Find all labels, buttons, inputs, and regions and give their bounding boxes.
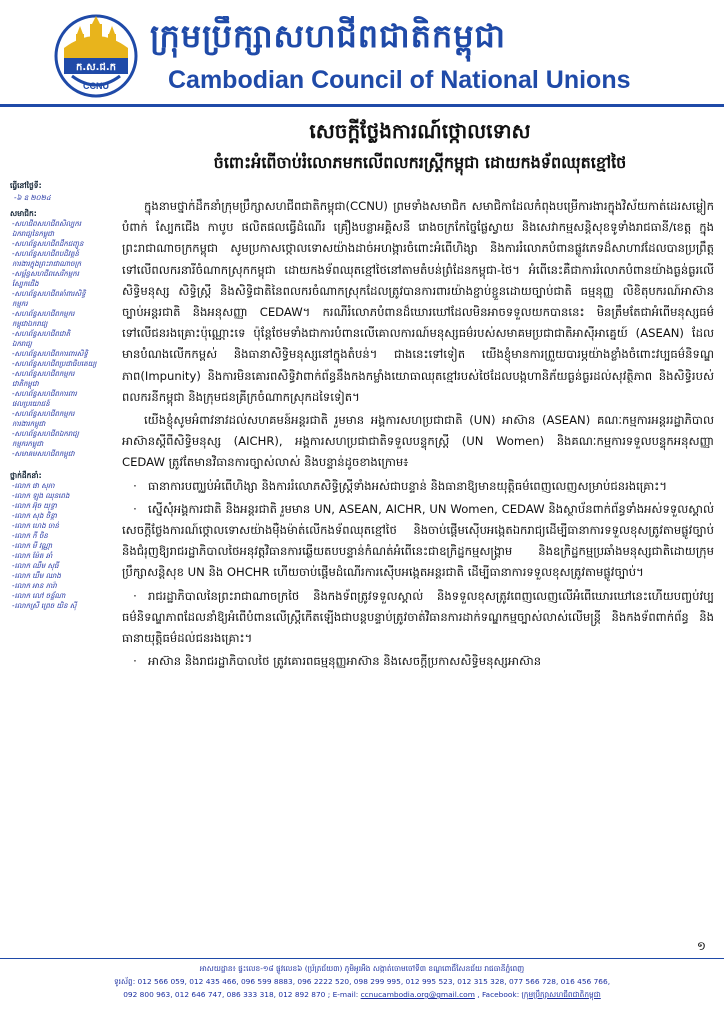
member-item: -សហព័ន្ធសហជីពជាតិ — [12, 330, 71, 338]
sidebar — [10, 175, 114, 735]
member-item: -សហព័ន្ធសហជីពការពារសិទ្ធិ — [12, 350, 88, 358]
demand-item — [122, 476, 714, 497]
member-item: កម្មករ — [12, 300, 28, 308]
bullet-icon: · — [133, 588, 137, 603]
leader-item: -លោកស្រី ព្រេច យិន ស៊ី — [12, 602, 77, 610]
demand-item — [122, 651, 714, 672]
member-item: -សម្ព័ន្ធសហជីពសេរីកម្មករ — [12, 270, 79, 278]
leader-item: -លោក លៅ ចន្ទ័ណា — [12, 592, 66, 600]
member-item: កម្មករកម្ពុជា — [12, 440, 44, 448]
leader-item: -លោក សុង ចិន្តា — [12, 512, 57, 520]
header-divider — [0, 104, 724, 107]
letterhead — [0, 0, 724, 108]
member-item: -សហជីពសហជីពសិល្បករ — [12, 220, 82, 228]
email-link[interactable]: ccnucambodia.org@gmail.com — [360, 990, 475, 999]
member-item: ឯករាជ្យ — [12, 340, 32, 348]
leaders-heading: ថ្នាក់ដឹកនាំ: — [10, 471, 42, 480]
leaders-list — [10, 481, 114, 611]
member-item: ការងារកម្ពុជា — [12, 420, 46, 428]
bullet-icon: · — [133, 501, 137, 516]
bullet-icon: · — [133, 478, 137, 493]
body-paragraph: ក្នុងនាមថ្នាក់ដឹកនាំក្រុមប្រឹក្សាសហជីពជាតិកម្ពុជា(CCNU) ព្រមទាំងសមាជិក សមាជិកាដែលកំពុងបម្រើការងារក្នុងវិស័យកាត់ដេរសម្លៀកបំពាក់ ស្បែកជើង កាបូប ផលិតផលធ្វើដំណើរ គ្រឿងបន្លាអគ្គិសនី រោងចក្រកែច្នៃផ្លែស្វាយ និងសេវាកម្មសន្តិសុខទូទាំងរាជធានី/ខេត្ត ក្នុងព្រះរាជាណាចក្រកម្ពុជា សូមប្រកាសថ្កោលទោសយ៉ាងដាច់អហង្ការចំពោះអំពើហិង្សា និងការរំលោភបំពានផ្លូវភេទដ៏សាហាវដែលបានប្រព្រឹត្តទៅលើពលករនារីចំណាកស្រុកកម្ពុជា ដោយកងទ័ពឈុតខ្មៅថៃនៅតាមតំបន់ព្រំដែនកម្ពុជា-ថៃ។ អំពើនេះគឺជាការរំលោភបំពានយ៉ាងធ្ងន់ធ្ងរលើសិទ្ធិមនុស្ស សិទ្ធិស្ត្រី និងសិទ្ធិជាតិនៃពលករចំណាកស្រុកដែលត្រូវបានការពារយ៉ាងខ្ជាប់ខ្ជួនដោយច្បាប់ជាតិ ធម្មនុញ្ញ លិខិតុបករណ៍អាស៊ាន ច្បាប់អន្តរជាតិ និងអនុសញ្ញា CEDAW។ ករណីរំលោភបំពានដ៏ឃោរឃៅដែលមិនអាចទទួលយកបាននេះ មិនត្រឹមតែជាអំពើមនុស្សធម៌ទៅលើជនរងគ្រោះប៉ុណ្ណោះទេ ប៉ុន្តែថែមទាំងជាការបំពានលើគោលការណ៍មនុស្សធម៌របស់សមាគមប្រជាជាតិអាស៊ីអាគ្នេយ៍ (ASEAN) ដែលមានបំណងលើកកម្ពស់ និងធានាសិទ្ធិមនុស្សនៅក្នុងតំបន់។ ជាងនេះទៅទៀត យើងខ្ញុំមានការព្រួយបារម្ភយ៉ាងខ្លាំងចំពោះវប្បធម៌និទណ្ឌភាព(Impunity) និងការមិនគោរពសិទ្ធិវាពាក់ព័ន្ធនឹងកងកម្លាំងយោធាឈុតខ្មៅរបស់ថៃដែលបង្កហានិភ័យធ្ងន់ធ្ងរដល់សុវត្ថិភាព និងសិទ្ធិរបស់ពលករនីកម្ពុជា និងក្រុមជនគ្រីក្រចំណាកស្រុកដទៃទៀត។ — [122, 199, 714, 404]
logo-text-kh: ក.ស.ជ.ក — [76, 62, 116, 73]
leader-item: -លោក អ៊ុច យុទ្ធា — [12, 502, 57, 510]
member-item: ផលប្រយោជន៍ — [12, 400, 50, 408]
ccnu-logo — [54, 14, 138, 98]
member-item: -សហព័ន្ធសហជីពដឹកជញ្ជូន — [12, 240, 84, 248]
leader-item: -លោក ឈឹម សុធី — [12, 562, 59, 570]
member-item: -សហព័ន្ធសហជីពការពារ — [12, 390, 77, 398]
leader-item: -លោក ឡុង ឈុនពេង — [12, 492, 70, 500]
date-heading: ធ្វើនៅថ្ងៃទី: — [10, 181, 42, 190]
org-name-english: Cambodian Council of National Unions — [168, 66, 631, 94]
logo-text-en: CCNU — [83, 81, 109, 91]
demand-item — [122, 586, 714, 650]
member-item: -សហព័ន្ធសហជីពកម្មករ — [12, 370, 75, 378]
member-item: -សហព័ន្ធសហជីពប្រជាធិបតេយ្យ — [12, 360, 97, 368]
demand-item — [122, 499, 714, 584]
demand-text: រាជរដ្ឋាភិបាលនៃព្រះរាជាណាចក្រថៃ និងកងទ័ពត្រូវទទួលស្គាល់ និងទទួលខុសត្រូវពេញលេញលើអំពើឃោរឃៅនេះហើយបញ្ចប់វប្បធម៌និទណ្ឌភាពដែលនាំឱ្យអំពើបំពានលើស្ត្រីកើតឡើងជាបន្តបន្ទាប់ត្រូវចាត់វិធានការដាក់ទណ្ឌកម្មច្បាស់លាស់លើមន្ត្រី និងកងទ័ពពាក់ព័ន្ធ និងធានាយុត្តិធម៌ដល់ជនរងគ្រោះ។ — [122, 588, 714, 646]
bullet-icon: · — [133, 654, 137, 669]
member-item: ឯករាជ្យនៃកម្ពុជា — [12, 230, 55, 238]
member-item: -សហព័ន្ធសហជីពកម្មករ — [12, 410, 75, 418]
footer-address: អាសយដ្ឋាន៖ ផ្ទះលេខ-១៨ ផ្លូវលេខ៦ (ប្រ័ត្រជ័យ៣) ភូមិអូរអឺង សង្កាត់ចោមចៅទី៣ ខណ្ឌពោធិ៍សែនជ័យ រាជធានីភ្នំពេញ — [199, 964, 525, 973]
statement-title: សេចក្តីថ្លែងការណ៍ថ្កោលទោស — [309, 119, 531, 143]
member-item: កម្ពុជាឯករាជ្យ — [12, 320, 48, 328]
date-value: -៦ ឧ ២០២៤ — [14, 194, 51, 202]
leader-item: -លោក អាន ភារ៉ា — [12, 582, 57, 590]
leader-item: -លោក ហេង ចាន់ — [12, 522, 59, 530]
member-item: -សហព័ន្ធសហជីពបដិវត្តន៍ — [12, 250, 79, 258]
footer-phones-2: 092 800 963, 012 646 747, 086 333 318, 012 892 870 ; E-mail: — [123, 990, 359, 999]
member-item: -សមាគមសហជីពកម្ពុជា — [12, 450, 75, 458]
footer-divider — [0, 958, 724, 959]
members-list — [10, 219, 114, 459]
leader-item: -លោក កី ចិន — [12, 532, 48, 540]
member-item: -សហព័ន្ធសហជីពគាំពារសិទ្ធិ — [12, 290, 86, 298]
footer-phones: ទូរស័ព្ទ: 012 566 059, 012 435 466, 096 599 8883, 096 2222 520, 098 299 995, 012 995 523, 012 315 328, 077 566 728, 016 456 766, — [113, 977, 611, 986]
footer — [20, 962, 704, 1018]
leader-item: -លោក ផា សុភា — [12, 482, 55, 490]
statement-body — [122, 196, 714, 941]
page-number: ១ — [696, 939, 706, 953]
demand-text: ធានាការបញ្ឈប់អំពើហិង្សា និងការរំលោភសិទ្ធិស្ត្រីទាំងអស់ជាបន្ទាន់ និងធានាឱ្យមានយុត្តិធម៌ពេញលេញសម្រាប់ជនរងគ្រោះ។ — [148, 478, 668, 493]
leader-item: -លោក ម៉ែត ឆាំ — [12, 552, 53, 560]
facebook-link[interactable]: ក្រុមប្រឹក្សាសហជីពជាតិកម្ពុជា — [521, 990, 601, 999]
leader-item: -លោក ឃឹម ឈាង — [12, 572, 61, 580]
statement-subtitle: ចំពោះអំពើចាប់រំលោភមកលើពលករស្រ្តីកម្ពុជា ដោយកងទ័ពឈុតខ្មៅថៃ — [213, 153, 627, 172]
member-item: ជាតិកម្ពុជា — [12, 380, 39, 388]
facebook-label: , Facebook: — [477, 990, 520, 999]
body-paragraph: យើងខ្ញុំសូមអំពាវនាវដល់សហគមន៍អន្តរជាតិ រួមមាន អង្គការសហប្រជាជាតិ (UN) អាស៊ាន (ASEAN) គណៈកម្មការអន្តររដ្ឋាភិបាលអាស៊ានស្តីពីសិទ្ធិមនុស្ស (AICHR), អង្គការសហប្រជាជាតិទទួលបន្ទុកស្ត្រី (UN Women) និងគណៈកម្មការទទួលបន្ទុកអនុសញ្ញា CEDAW ត្រូវតែមានវិធានការច្បាស់លាស់ និងបន្ទាន់ដូចខាងក្រោម៖ — [122, 413, 714, 470]
member-item: ស្បែកជើង — [12, 280, 39, 288]
member-item: -សហព័ន្ធសហជីពឯករាជ្យ — [12, 430, 79, 438]
member-item: ការងារក្នុងព្រះរាជាណាចក្រ — [12, 260, 82, 268]
leader-item: -លោក មី វណ្ណា — [12, 542, 52, 550]
demand-text: អាស៊ាន និងរាជរដ្ឋាភិបាលថៃ ត្រូវគោរពធម្មនុញ្ញអាស៊ាន និងសេចក្តីប្រកាសសិទ្ធិមនុស្សអាស៊ាន — [148, 654, 542, 669]
footer-contact-line — [20, 988, 704, 1001]
members-heading: សមាជិក: — [10, 209, 37, 218]
demand-text: ស្នើសុំអង្គការជាតិ និងអន្តរជាតិ រួមមាន UN, ASEAN, AICHR, UN Women, CEDAW និងស្ថាប័នពាក់ព័ន្ធទាំងអស់ទទួលស្គាល់សេចក្តីថ្លែងការណ៍ថ្កោលទោសយ៉ាងម៉ឺងម៉ាត់លើកងទ័ពឈុតខ្មៅថៃ និងចាប់ផ្តើមស៊ើបអង្កេតឯករាជ្យដើម្បីធានាការទទួលខុសត្រូវតាមផ្លូវច្បាប់ និងជំរុញឱ្យរាជរដ្ឋាភិបាលថៃអនុវត្តវិធានការឆ្លើយតបបន្ទាន់កំណត់អំពើនេះជាឧក្រិដ្ឋកម្មសង្គ្រាម និងឧក្រិដ្ឋកម្មប្រឆាំងមនុស្សជាតិដោយក្រុមប្រឹក្សាសន្តិសុខ UN និង OHCHR ហើយចាប់ផ្តើមដំណើរការស៊ើបអង្កេតអន្តរជាតិ ដើម្បីធានាការទទួលខុសត្រូវតាមផ្លូវច្បាប់។ — [122, 501, 714, 580]
org-name-khmer: ក្រុមប្រឹក្សាសហជីពជាតិកម្ពុជា — [150, 17, 506, 55]
member-item: -សហព័ន្ធសហជីពកម្មករ — [12, 310, 75, 318]
